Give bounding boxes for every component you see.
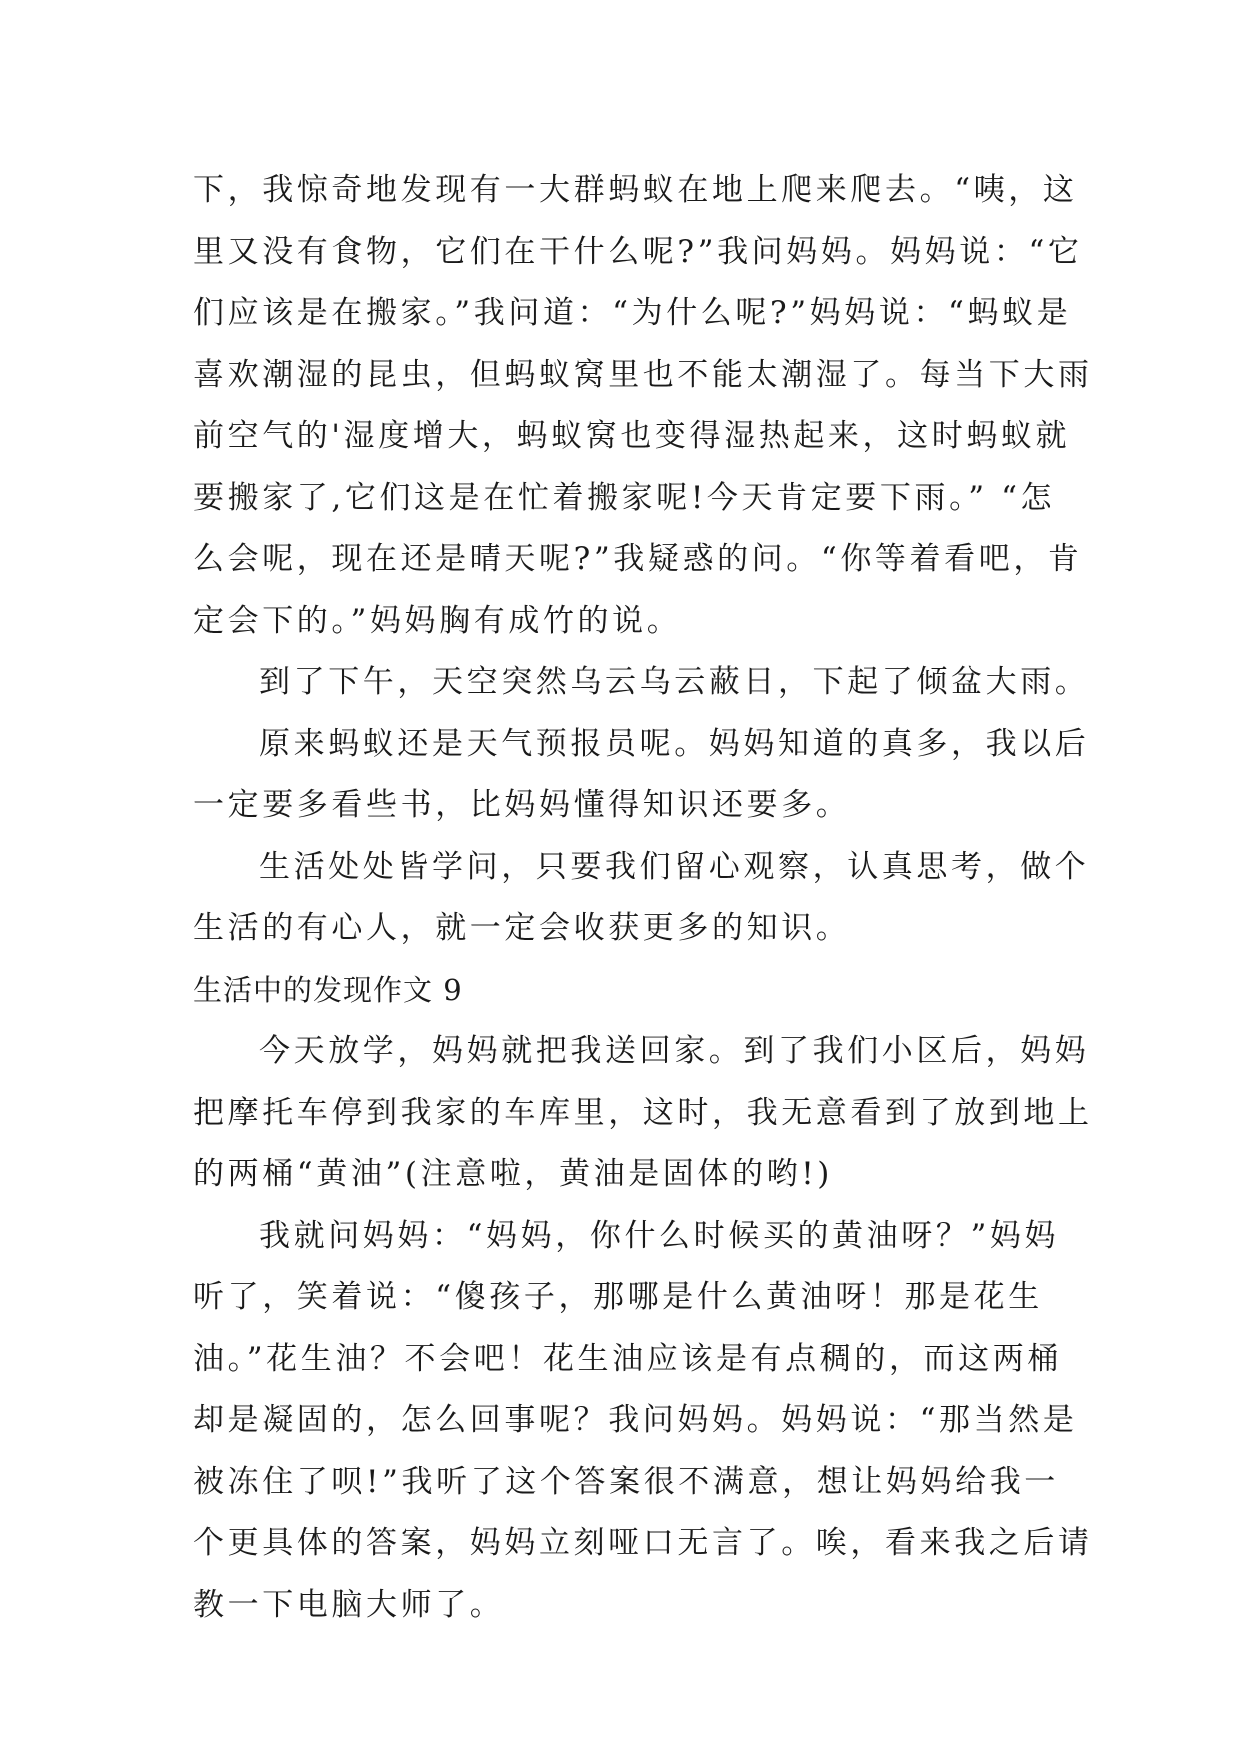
text-line: 个更具体的答案，妈妈立刻哑口无言了。唉，看来我之后请 — [193, 1525, 1093, 1561]
text-line: 被冻住了呗!”我听了这个答案很不满意，想让妈妈给我一 — [193, 1463, 1059, 1500]
text-line: 么会呢，现在还是晴天呢?”我疑惑的问。“你等着看吧，肯 — [193, 541, 1083, 577]
paragraph-first-line: 到了下午，天空突然乌云乌云蔽日，下起了倾盆大雨。 — [259, 664, 1090, 700]
text-line: 一定要多看些书，比妈妈懂得知识还要多。 — [193, 787, 851, 823]
text-line: 却是凝固的，怎么回事呢？我问妈妈。妈妈说：“那当然是 — [193, 1402, 1078, 1438]
text-line: 要搬家了,它们这是在忙着搬家呢!今天肯定要下雨。” “怎 — [193, 479, 1056, 516]
text-line: 的两桶“黄油”(注意啦，黄油是固体的哟!) — [193, 1156, 833, 1192]
text-line: 生活的有心人，就一定会收获更多的知识。 — [193, 910, 851, 946]
text-line: 喜欢潮湿的昆虫，但蚂蚁窝里也不能太潮湿了。每当下大雨 — [193, 356, 1093, 393]
paragraph-first-line: 今天放学，妈妈就把我送回家。到了我们小区后，妈妈 — [259, 1033, 1090, 1069]
text-line: 教一下电脑大师了。 — [193, 1586, 505, 1623]
document-body — [193, 160, 1093, 1636]
paragraph-first-line: 我就问妈妈：“妈妈，你什么时候买的黄油呀？”妈妈 — [259, 1217, 1060, 1254]
text-line: 定会下的。”妈妈胸有成竹的说。 — [193, 602, 682, 639]
text-line: 听了，笑着说：“傻孩子，那哪是什么黄油呀！那是花生 — [193, 1279, 1043, 1315]
text-line: 油。”花生油？不会吧！花生油应该是有点稠的，而这两桶 — [193, 1340, 1062, 1377]
text-line: 里又没有食物，它们在干什么呢?”我问妈妈。妈妈说：“它 — [193, 233, 1083, 270]
section-heading: 生活中的发现作文 9 — [193, 972, 463, 1007]
text-line: 前空气的'湿度增大，蚂蚁窝也变得湿热起来，这时蚂蚁就 — [193, 418, 1071, 454]
text-line: 把摩托车停到我家的车库里，这时，我无意看到了放到地上 — [193, 1094, 1093, 1131]
text-line: 们应该是在搬家。”我问道：“为什么呢?”妈妈说：“蚂蚁是 — [193, 295, 1072, 331]
paragraph-first-line: 生活处处皆学问，只要我们留心观察，认真思考，做个 — [259, 848, 1090, 885]
paragraph-first-line: 原来蚂蚁还是天气预报员呢。妈妈知道的真多，我以后 — [259, 725, 1090, 762]
text-line: 下，我惊奇地发现有一大群蚂蚁在地上爬来爬去。“咦，这 — [193, 172, 1078, 208]
